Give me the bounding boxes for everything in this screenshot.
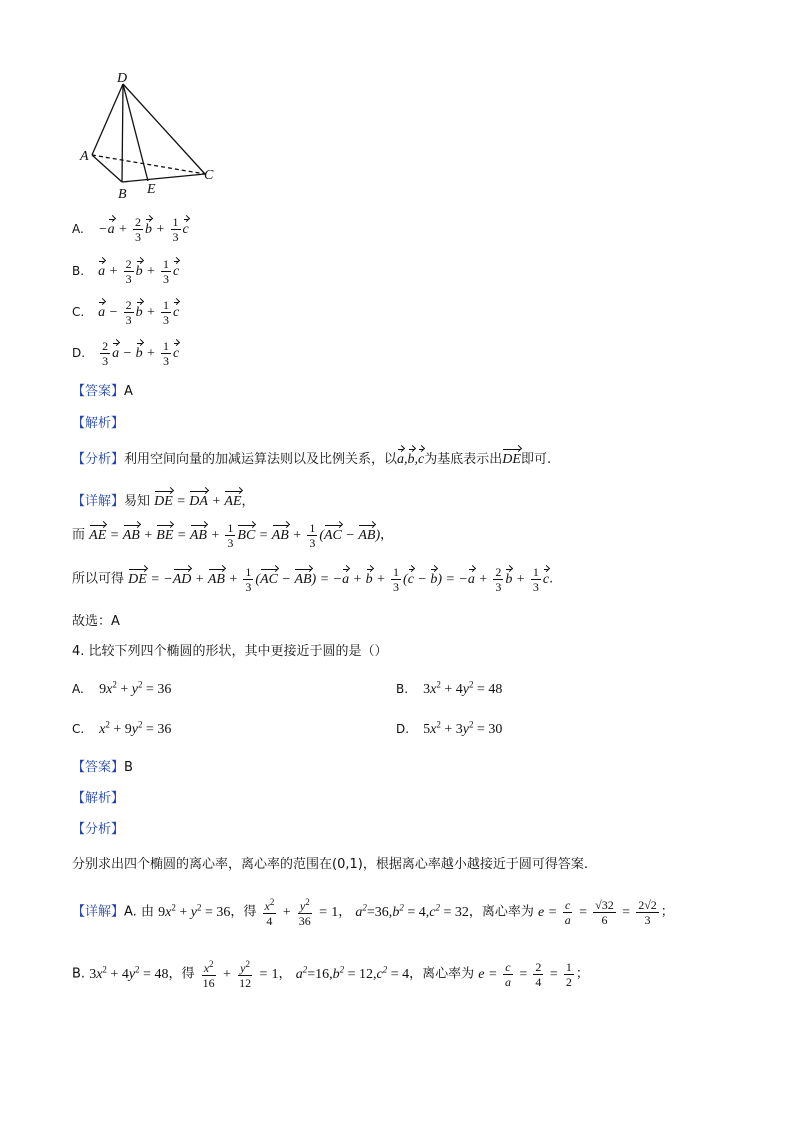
q4-analysis-tag: 【解析】: [72, 791, 125, 806]
q3-option-c: C. a − $\frac{2}{3}$ b + $\frac{1}{3}$ c: [72, 298, 180, 327]
q4-detail-a: 【详解】A. 由 $9x^2 + y^2 = 36$，得 $\frac{x^2}{4}$ + $\frac{y^2}{36}$ = 1， $a^2=36,b^2 = 4,c^2 = 32$，离心率为 e = $\frac{c}{a}$ = $\frac{√32}{6}$ = $\frac{2√2}{3}$ ；: [72, 897, 674, 928]
label-E: E: [147, 182, 156, 197]
q3-analysis-tag: 【解析】: [72, 416, 125, 431]
q4-answer: 【答案】B: [72, 760, 133, 775]
q4-option-c: C. $x^2 + 9y^2 = 36$: [72, 719, 172, 737]
tetrahedron-figure: [78, 70, 218, 200]
q3-detail-2: 而 AE = AB + BE = AB + $\frac{1}{3}$ BC = AB + $\frac{1}{3}$ (AC − AB)，: [72, 521, 394, 550]
label-C: C: [204, 168, 214, 183]
label-A: A: [80, 149, 89, 164]
q3-answer: 【答案】A: [72, 384, 133, 399]
q3-detail-1: 【详解】易知 DE = DA + AE，: [72, 494, 255, 509]
label-B: B: [118, 187, 127, 200]
edge-AB: [92, 155, 122, 182]
q4-option-b: B. $3x^2 + 4y^2 = 48$: [396, 679, 503, 697]
q3-detail-3: 所以可得 DE = −AD + AB + $\frac{1}{3}$ (AC − AB) = −a + b + $\frac{1}{3}$ (c − b) = −a + $\frac{2}{3}$ b + $\frac{1}{3}$ c.: [72, 565, 554, 594]
q3-option-a: A. −a + $\frac{2}{3}$ b + $\frac{1}{3}$ c: [72, 215, 189, 244]
q4-question: 4. 比较下列四个椭圆的形状，其中更接近于圆的是（）: [72, 644, 388, 659]
edge-BC: [122, 174, 205, 182]
label-D: D: [117, 71, 128, 86]
q4-fenxi-tag: 【分析】: [72, 822, 125, 837]
q4-detail-b: B. $3x^2 + 4y^2 = 48$，得 $\frac{x^2}{16}$ + $\frac{y^2}{12}$ = 1， $a^2=16,b^2 = 12,c^2 = 4$，离心率为 e = $\frac{c}{a}$ = $\frac{2}{4}$ = $\frac{1}{2}$ ；: [72, 959, 589, 990]
q3-conclusion: 故选：A: [72, 614, 120, 629]
edge-AC-dashed: [92, 155, 205, 174]
edge-DA: [92, 84, 123, 155]
q3-option-d: D. $\frac{2}{3}$ a − b + $\frac{1}{3}$ c: [72, 339, 180, 368]
q4-fenxi-text: 分别求出四个椭圆的离心率，离心率的范围在(0,1)，根据离心率越小越接近于圆可得答案.: [72, 857, 588, 872]
q3-fenxi: 【分析】利用空间向量的加减运算法则以及比例关系，以a,b,c为基底表示出DE即可.: [72, 452, 552, 467]
q4-option-d: D. $5x^2 + 3y^2 = 30$: [396, 719, 503, 737]
edge-DB: [122, 84, 123, 182]
q4-option-a: A. $9x^2 + y^2 = 36$: [72, 679, 172, 697]
edge-DC: [123, 84, 205, 174]
q3-option-b: B. a + $\frac{2}{3}$ b + $\frac{1}{3}$ c: [72, 257, 180, 286]
